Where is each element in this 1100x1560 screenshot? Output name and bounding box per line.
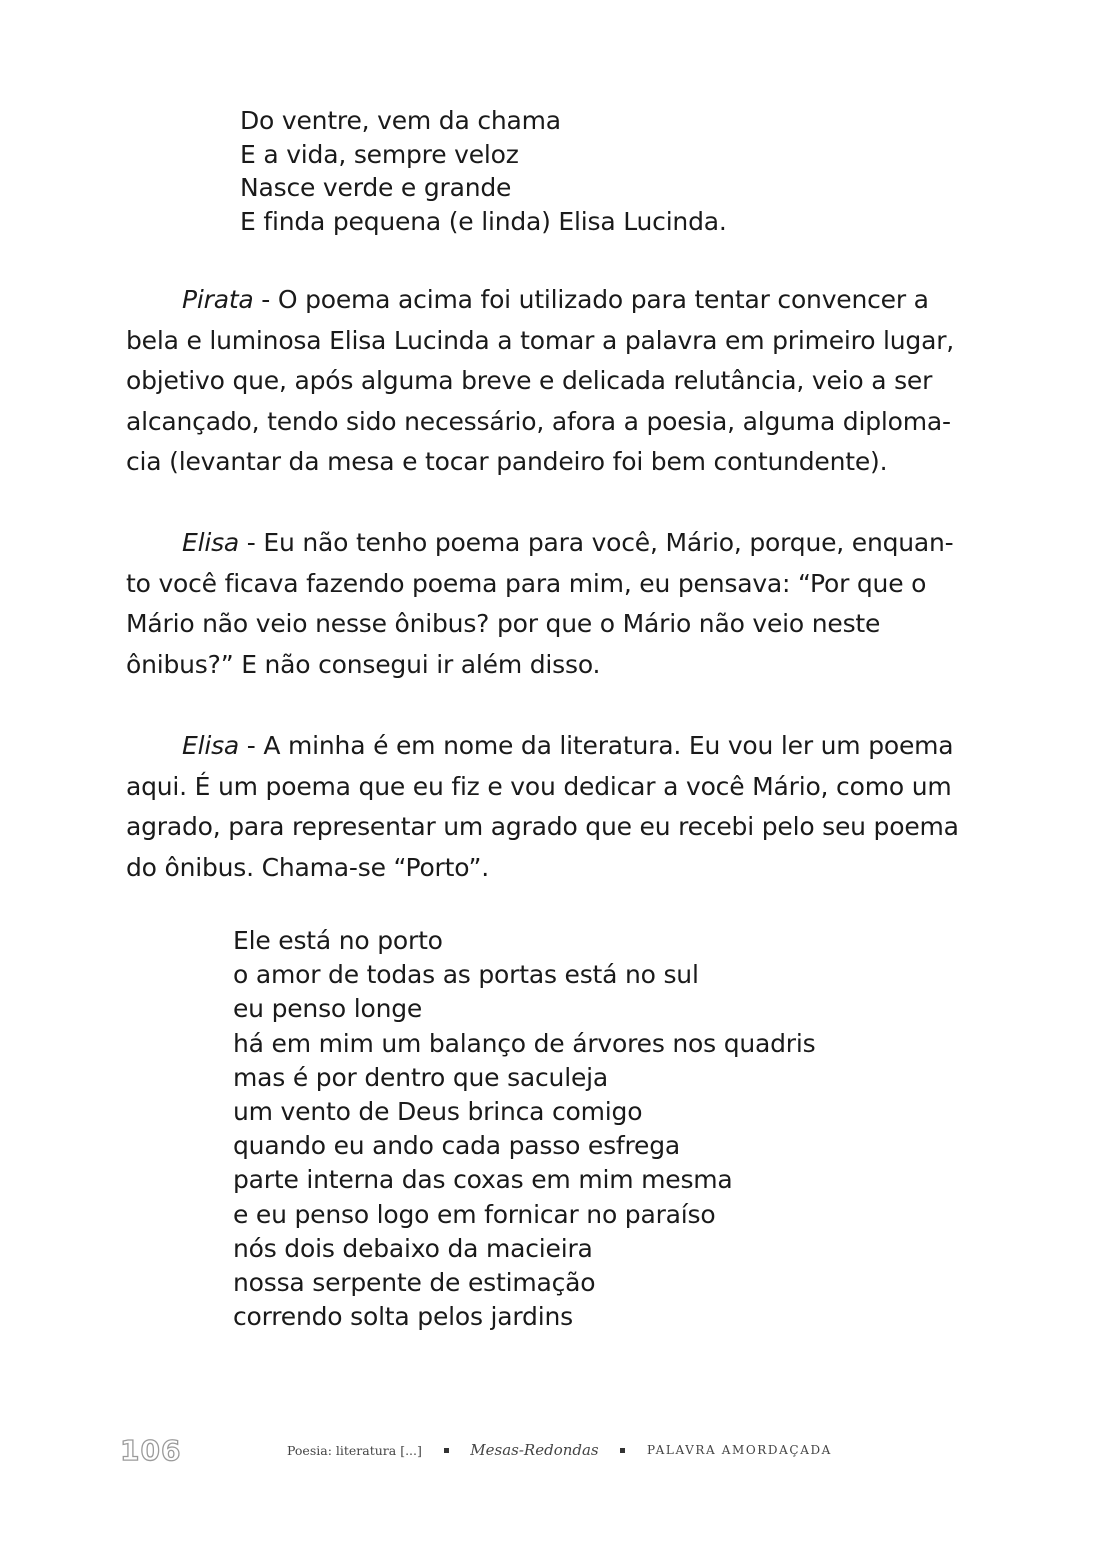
poem-line: há em mim um balanço de árvores nos quadris [233,1028,816,1058]
bullet-separator-icon [620,1448,625,1453]
speaker-name: Elisa [182,528,240,557]
paragraph-line: objetivo que, após alguma breve e delicada relutância, veio a ser [126,366,933,395]
poem-line: correndo solta pelos jardins [233,1302,573,1332]
paragraph-elisa-1 [126,523,954,685]
poem-excerpt-top [240,104,727,238]
paragraph-line: agrado, para representar um agrado que eu recebi pelo seu poema [126,812,959,841]
poem-line: Nasce verde e grande [240,173,512,202]
paragraph-line: alcançado, tendo sido necessário, afora a poesia, alguma diploma- [126,406,951,436]
paragraph-line: cia (levantar da mesa e tocar pandeiro foi bem contundente). [126,447,888,476]
poem-line: E finda pequena (e linda) Elisa Lucinda. [240,206,727,236]
paragraph-line: aqui. É um poema que eu fiz e vou dedicar a você Mário, como um [126,771,952,801]
paragraph-pirata [126,280,955,483]
paragraph-line: Elisa - A minha é em nome da literatura. Eu vou ler um poema [182,731,954,760]
poem-line: mas é por dentro que saculeja [233,1062,608,1092]
page-number: 106 [120,1434,182,1467]
footer-section-title: Poesia: literatura [...] [287,1442,422,1458]
poem-line: o amor de todas as portas está no sul [233,960,699,990]
poem-line: nossa serpente de estimação [233,1267,596,1297]
poem-line: nós dois debaixo da macieira [233,1233,593,1263]
footer-book-title: PALAVRA AMORDAÇADA [647,1443,832,1457]
poem-line: Ele está no porto [233,926,443,955]
running-footer [287,1441,832,1459]
poem-line: e eu penso logo em fornicar no paraíso [233,1199,716,1229]
poem-line: parte interna das coxas em mim mesma [233,1165,733,1195]
paragraph-line: to você ficava fazendo poema para mim, eu pensava: “Por que o [126,568,927,598]
page-footer [0,1434,1100,1474]
poem-line: eu penso longe [233,994,423,1024]
paragraph-line: Pirata - O poema acima foi utilizado para tentar convencer a [182,285,929,314]
paragraph-line: Elisa - Eu não tenho poema para você, Mário, porque, enquan- [182,528,954,557]
poem-line: E a vida, sempre veloz [240,139,519,169]
bullet-separator-icon [444,1448,449,1453]
paragraph-line: Mário não veio nesse ônibus? por que o Mário não veio neste [126,609,881,638]
poem-line: um vento de Deus brinca comigo [233,1096,643,1126]
footer-series-title: Mesas-Redondas [470,1441,599,1459]
paragraph-elisa-2 [126,726,959,888]
paragraph-line: do ônibus. Chama-se “Porto”. [126,852,489,882]
paragraph-line: bela e luminosa Elisa Lucinda a tomar a palavra em primeiro lugar, [126,325,955,355]
paragraph-line: ônibus?” E não consegui ir além disso. [126,649,601,679]
speaker-name: Pirata [182,285,254,314]
speaker-name: Elisa [182,731,240,760]
poem-line: Do ventre, vem da chama [240,106,561,135]
poem-porto [233,924,815,1334]
poem-line: quando eu ando cada passo esfrega [233,1131,681,1161]
